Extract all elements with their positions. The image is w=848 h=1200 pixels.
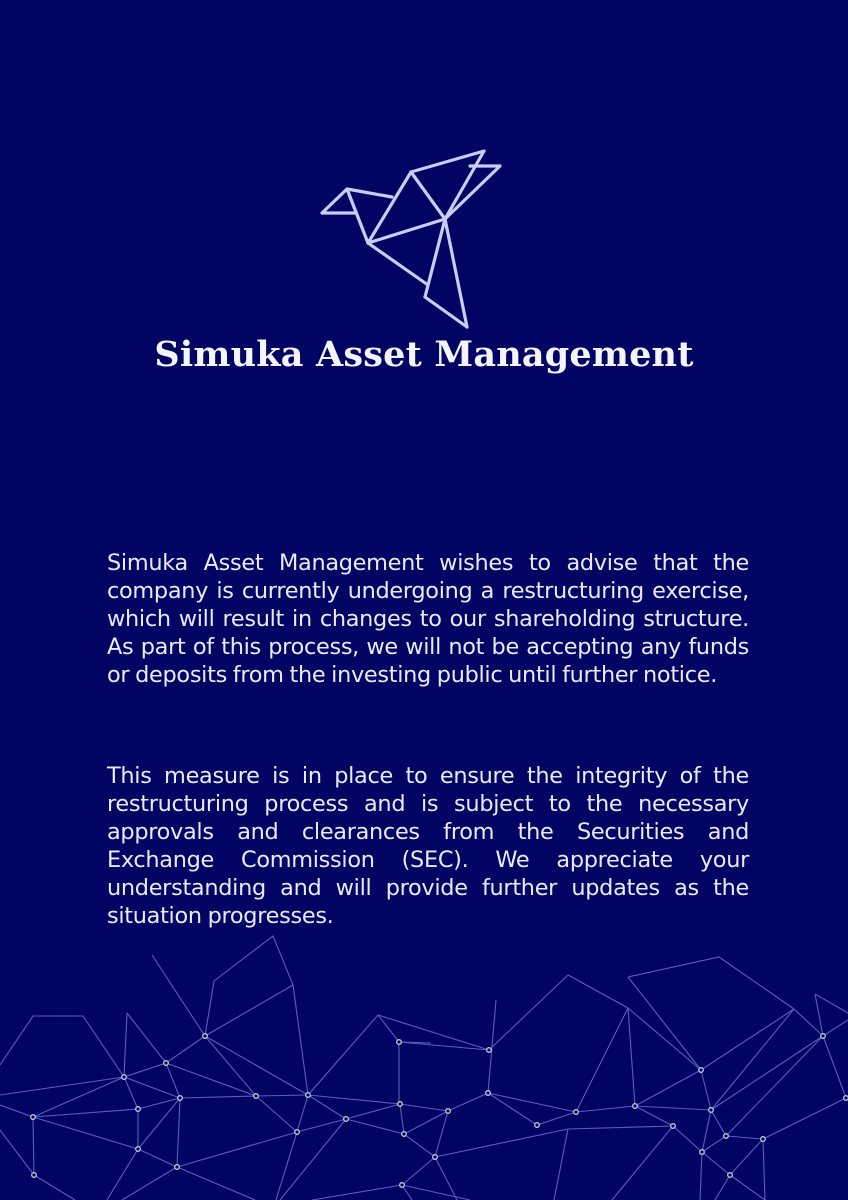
origami-bird-icon	[0, 0, 848, 340]
company-name: Simuka Asset Management	[154, 334, 694, 375]
notice-paragraph-1: Simuka Asset Management wishes to advise that the company is currently undergoing a restructuring exercise, which will result in changes to our shareholding structure. As part of this process, we will not be accepting any funds or deposits from the investing public until further notice.	[107, 550, 749, 688]
network-mesh-graphic	[0, 930, 848, 1200]
notice-paragraph-2: This measure is in place to ensure the integrity of the restructuring process and is subject to the necessary approvals and clearances from the Securities and Exchange Commission (SEC). We appreciate your understanding and will provide further updates as the situation progresses.	[107, 763, 749, 929]
